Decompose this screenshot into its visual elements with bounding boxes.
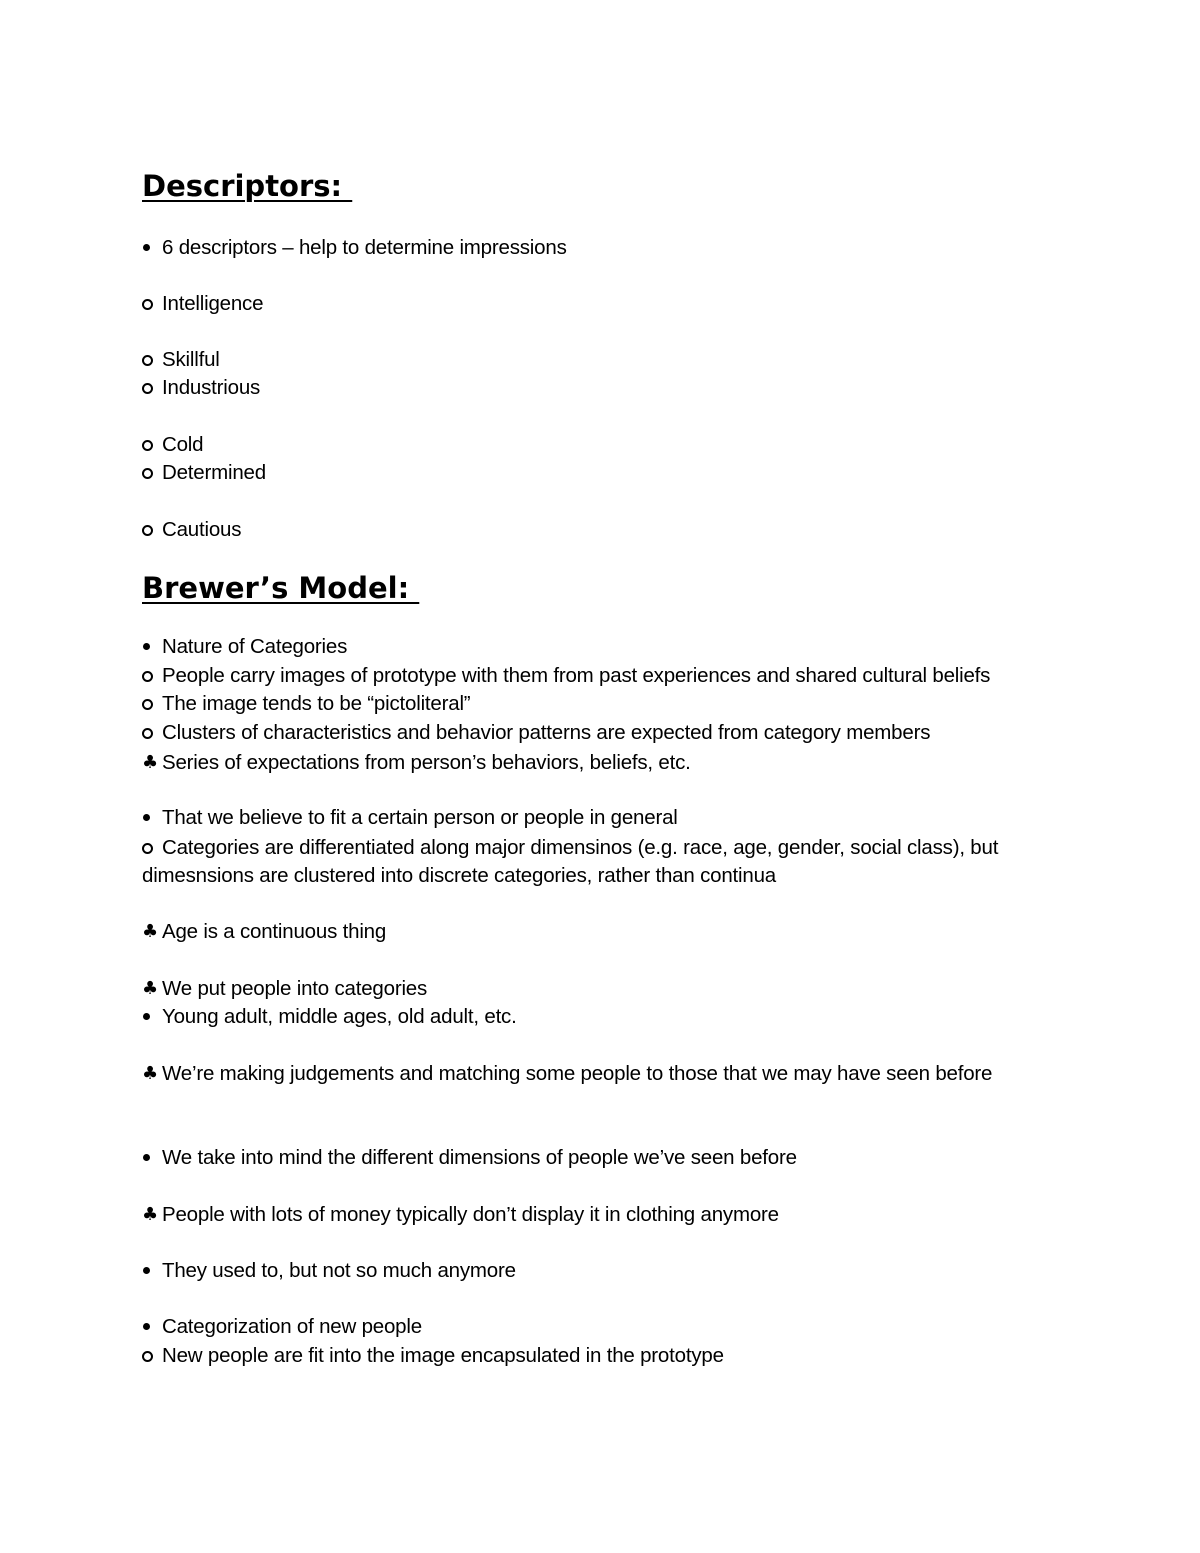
list-item: Clusters of characteristics and behavior patterns are expected from category members [142, 719, 930, 747]
list-item: People carry images of prototype with them from past experiences and shared cultural beliefs [142, 662, 990, 690]
list-item: Cautious [142, 516, 241, 544]
list-item: Intelligence [142, 290, 263, 318]
list-item: That we believe to fit a certain person or people in general [142, 804, 678, 832]
list-item: We take into mind the different dimensions of people we’ve seen before [142, 1144, 797, 1172]
bullet-circle-icon [142, 374, 162, 402]
list-item: Young adult, middle ages, old adult, etc. [142, 1003, 517, 1031]
bullet-dot-icon [142, 1313, 162, 1341]
heading-descriptors: Descriptors: [142, 169, 353, 203]
bullet-circle-icon [142, 690, 162, 718]
bullet-dot-icon [142, 804, 162, 832]
bullet-dot-icon [142, 234, 162, 262]
list-item: Determined [142, 459, 266, 487]
bullet-circle-icon [142, 1342, 162, 1370]
bullet-circle-icon [142, 719, 162, 747]
list-item: ♣ Series of expectations from person’s behaviors, beliefs, etc. [142, 749, 691, 778]
bullet-club-icon: ♣ [142, 1063, 158, 1084]
list-item: Skillful [142, 346, 220, 374]
bullet-club-icon: ♣ [142, 1204, 158, 1225]
bullet-dot-icon [142, 1003, 162, 1031]
bullet-dot-icon [142, 1257, 162, 1285]
bullet-circle-icon [142, 459, 162, 487]
list-item: ♣ Age is a continuous thing [142, 918, 386, 947]
heading-brewers-model: Brewer’s Model: [142, 571, 420, 605]
bullet-circle-icon [142, 346, 162, 374]
list-item: ♣ We’re making judgements and matching some people to those that we may have seen before [142, 1060, 1022, 1089]
bullet-circle-icon [142, 290, 162, 318]
list-item: The image tends to be “pictoliteral” [142, 690, 470, 718]
list-item: New people are fit into the image encapsulated in the prototype [142, 1342, 724, 1370]
bullet-circle-icon [142, 431, 162, 459]
bullet-circle-icon [142, 516, 162, 544]
bullet-dot-icon [142, 1144, 162, 1172]
list-item: Categorization of new people [142, 1313, 422, 1341]
list-item: Cold [142, 431, 203, 459]
list-item: Nature of Categories [142, 633, 347, 661]
bullet-club-icon: ♣ [142, 978, 158, 999]
bullet-circle-icon [142, 834, 162, 862]
bullet-club-icon: ♣ [142, 752, 158, 773]
bullet-circle-icon [142, 662, 162, 690]
list-item: ♣ People with lots of money typically don’t display it in clothing anymore [142, 1201, 779, 1230]
list-item: ♣ We put people into categories [142, 975, 427, 1004]
list-item: Industrious [142, 374, 260, 402]
list-item: 6 descriptors – help to determine impressions [142, 234, 567, 262]
bullet-club-icon: ♣ [142, 921, 158, 942]
list-item: Categories are differentiated along major dimensinos (e.g. race, age, gender, social class), but dimesnsions are clustered into discrete categories, rather than continua [142, 836, 999, 887]
bullet-dot-icon [142, 633, 162, 661]
list-item: They used to, but not so much anymore [142, 1257, 516, 1285]
